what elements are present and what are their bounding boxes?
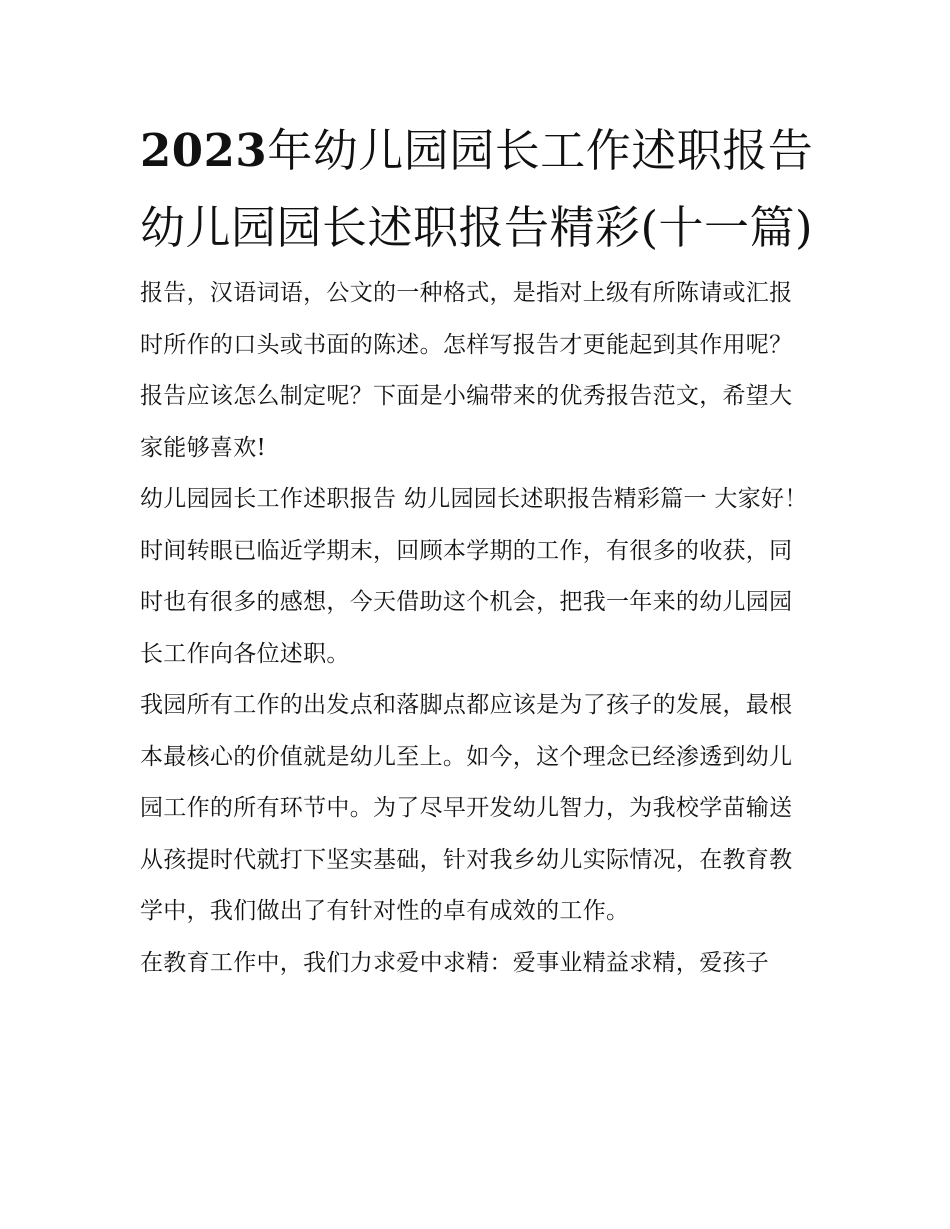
paragraph-intro: 报告，汉语词语，公文的一种格式，是指对上级有所陈请或汇报时所作的口头或书面的陈述。怎样写报告才更能起到其作用呢？报告应该怎么制定呢？下面是小编带来的优秀报告范文，希望大家能够喜欢! xyxy=(140,280,793,461)
paragraph-section-heading: 幼儿园园长工作述职报告 幼儿园园长述职报告精彩篇一 大家好！ xyxy=(140,486,808,512)
document-title xyxy=(140,112,815,266)
title-year: 2023 xyxy=(140,124,268,177)
paragraph-review: 时间转眼已临近学期末，回顾本学期的工作，有很多的收获，同时也有很多的感想，今天借助这个机会，把我一年来的幼儿园园长工作向各位述职。 xyxy=(140,537,793,667)
paragraph-philosophy: 我园所有工作的出发点和落脚点都应该是为了孩子的发展，最根本最核心的价值就是幼儿至上。如今，这个理念已经渗透到幼儿园工作的所有环节中。为了尽早开发幼儿智力，为我校学苗输送从孩提时代就打下坚实基础，针对我乡幼儿实际情况，在教育教学中，我们做出了有针对性的卓有成效的工作。 xyxy=(140,692,793,924)
document-content xyxy=(140,112,815,989)
title-text: 年幼儿园园长工作述职报告 幼儿园园长述职报告精彩(十一篇) xyxy=(140,124,814,254)
paragraph-education: 在教育工作中，我们力求爱中求精：爱事业精益求精，爱孩子 xyxy=(140,949,770,976)
